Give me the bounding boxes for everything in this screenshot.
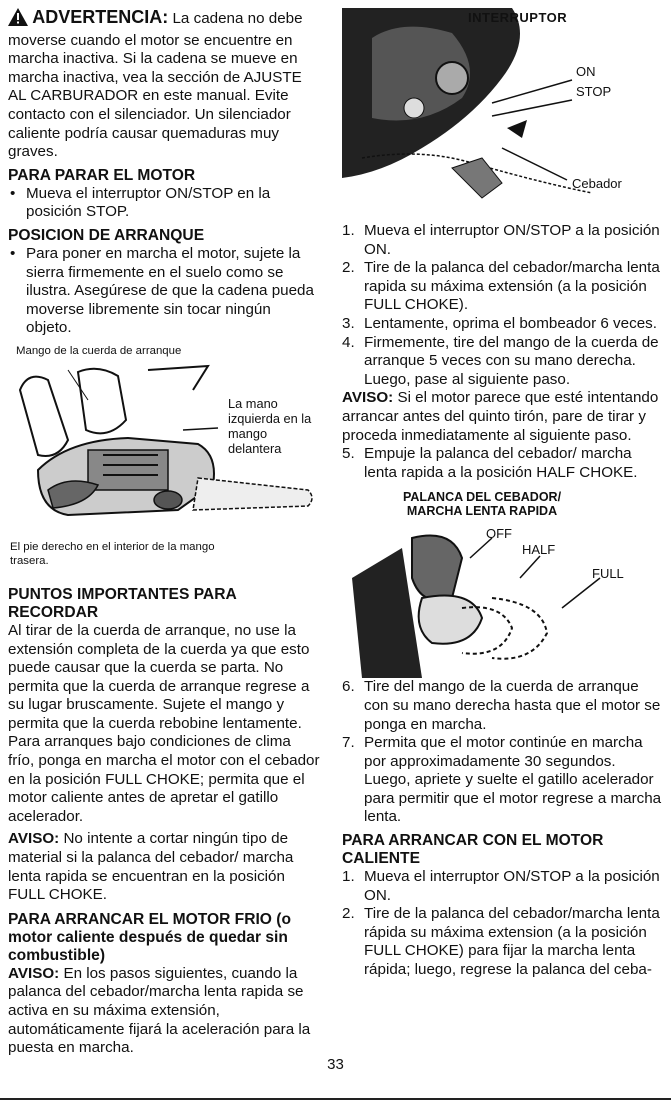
lever-caption: PALANCA DEL CEBADOR/ MARCHA LENTA RAPIDA [402, 490, 562, 519]
switch-choke-label: Cebador [572, 176, 622, 191]
right-aviso: AVISO: Si el motor parece que esté intentando arrancar antes del quinto tirón, pare de tirar y proceda inmediatamente al siguiente paso. [342, 389, 659, 444]
bottom-rule [0, 1098, 671, 1100]
cold-start-aviso: AVISO: En los pasos siguientes, cuando la palanca del cebador/marcha lenta rapida se activa en su máxima extensión, automáticamente fijará la aceleración para la puesta en marcha. [8, 964, 311, 1057]
stop-heading: PARA PARAR EL MOTOR [8, 166, 196, 184]
step-item: 3. Lentamente, oprima el bombeador 6 veces. [342, 314, 657, 332]
important-paragraph-2: Para arranques bajo condiciones de clima frío, ponga en marcha el motor con el cebador en la posición FULL CHOKE; permita que el motor caliente antes de apretar el gatillo acelerador. [8, 733, 320, 825]
switch-stop-label: STOP [576, 84, 612, 99]
warning-block [8, 8, 320, 162]
cold-steps-6-7 [342, 678, 664, 827]
lever-illustration [342, 518, 664, 678]
figure-top-label: Mango de la cuerda de arranque [16, 344, 182, 357]
figure-side-label: La mano izquierda en la mango delantera [228, 395, 312, 456]
important-heading: PUNTOS IMPORTANTES PARA RECORDAR [8, 585, 237, 621]
right-column [342, 8, 664, 980]
lever-full-label: FULL [592, 566, 624, 582]
starting-position-figure [8, 344, 320, 576]
step-item: 6. Tire del mango de la cuerda de arranque con su mano derecha hasta que el motor se ponga en marcha. [342, 678, 661, 733]
left-column [8, 8, 320, 1058]
step-item: 4. Firmemente, tire del mango de la cuerda de arranque 5 veces con su mano derecha. Luego, pase al siguiente paso. [342, 333, 659, 388]
choke-lever-figure [342, 490, 664, 678]
step-item: 2. Tire de la palanca del cebador/marcha lenta rapida su máxima extensión (a la posición FULL CHOKE). [342, 259, 660, 314]
warm-start-heading: PARA ARRANCAR CON EL MOTOR CALIENTE [342, 832, 604, 868]
warning-icon [8, 8, 28, 32]
step-item: 1. Mueva el interruptor ON/STOP a la posición ON. [342, 868, 660, 904]
important-aviso: AVISO: No intente a cortar ningún tipo de material si la palanca del cebador/ marcha lenta rapida se encuentran en la posición FULL CHOKE. [8, 830, 294, 904]
cold-start-heading: PARA ARRANCAR EL MOTOR FRIO (o motor caliente después de quedar sin combustible) [8, 910, 291, 964]
page-number: 33 [327, 1056, 344, 1073]
switch-figure-title: INTERRUPTOR [468, 10, 568, 25]
important-paragraph-1: Al tirar de la cuerda de arranque, no use la extensión completa de la cuerda ya que esto puede causar que la cuerda se parta. No permita que la cuerda de arranque regrese a su lugar bruscamente. Sujete el mango y permita que la cuerda rebobine lentamente. [8, 621, 310, 732]
warning-text: La cadena no debe moverse cuando el motor se encuentre en marcha inactiva. Si la cadena se mueve en marcha inactiva, vea la sección de AJUSTE AL CARBURADOR en este manual. Evite contacto con el silenciador. Un silenciador caliente podría causar quemaduras muy graves. [8, 10, 303, 161]
step-item: 5. Empuje la palanca del cebador/ marcha lenta rapida a la posición HALF CHOKE. [342, 445, 638, 481]
figure-bottom-label: El pie derecho en el interior de la mango trasera. [10, 540, 215, 567]
start-position-heading: POSICION DE ARRANQUE [8, 226, 205, 244]
warm-steps [342, 868, 664, 980]
start-position-bullet: • Para poner en marcha el motor, sujete la sierra firmemente en el suelo como se ilustra. Asegúrese de que la cadena pueda moverse libremente sin tocar ningún objeto. [10, 244, 314, 337]
step-item: 1. Mueva el interruptor ON/STOP a la posición ON. [342, 222, 660, 258]
step-item: 2. Tire de la palanca del cebador/marcha lenta rápida su máxima extension (a la posición FULL CHOKE) para fijar la marcha lenta rápida; luego, regrese la palanca del ceba- [342, 905, 660, 979]
warning-title: ADVERTENCIA: [32, 7, 169, 27]
switch-on-label: ON [576, 64, 596, 79]
step-item: 7. Permita que el motor continúe en marcha por approximadamente 30 segundos. Luego, apriete y suelte el gatillo acelerador para permitir que el motor regrese a marcha lenta. [342, 734, 662, 826]
cold-steps-1-4 [342, 222, 664, 389]
stop-bullet: • Mueva el interruptor ON/STOP en la posición STOP. [10, 184, 271, 221]
lever-half-label: HALF [522, 542, 556, 558]
lever-off-label: OFF [486, 526, 512, 542]
switch-figure [342, 8, 664, 220]
